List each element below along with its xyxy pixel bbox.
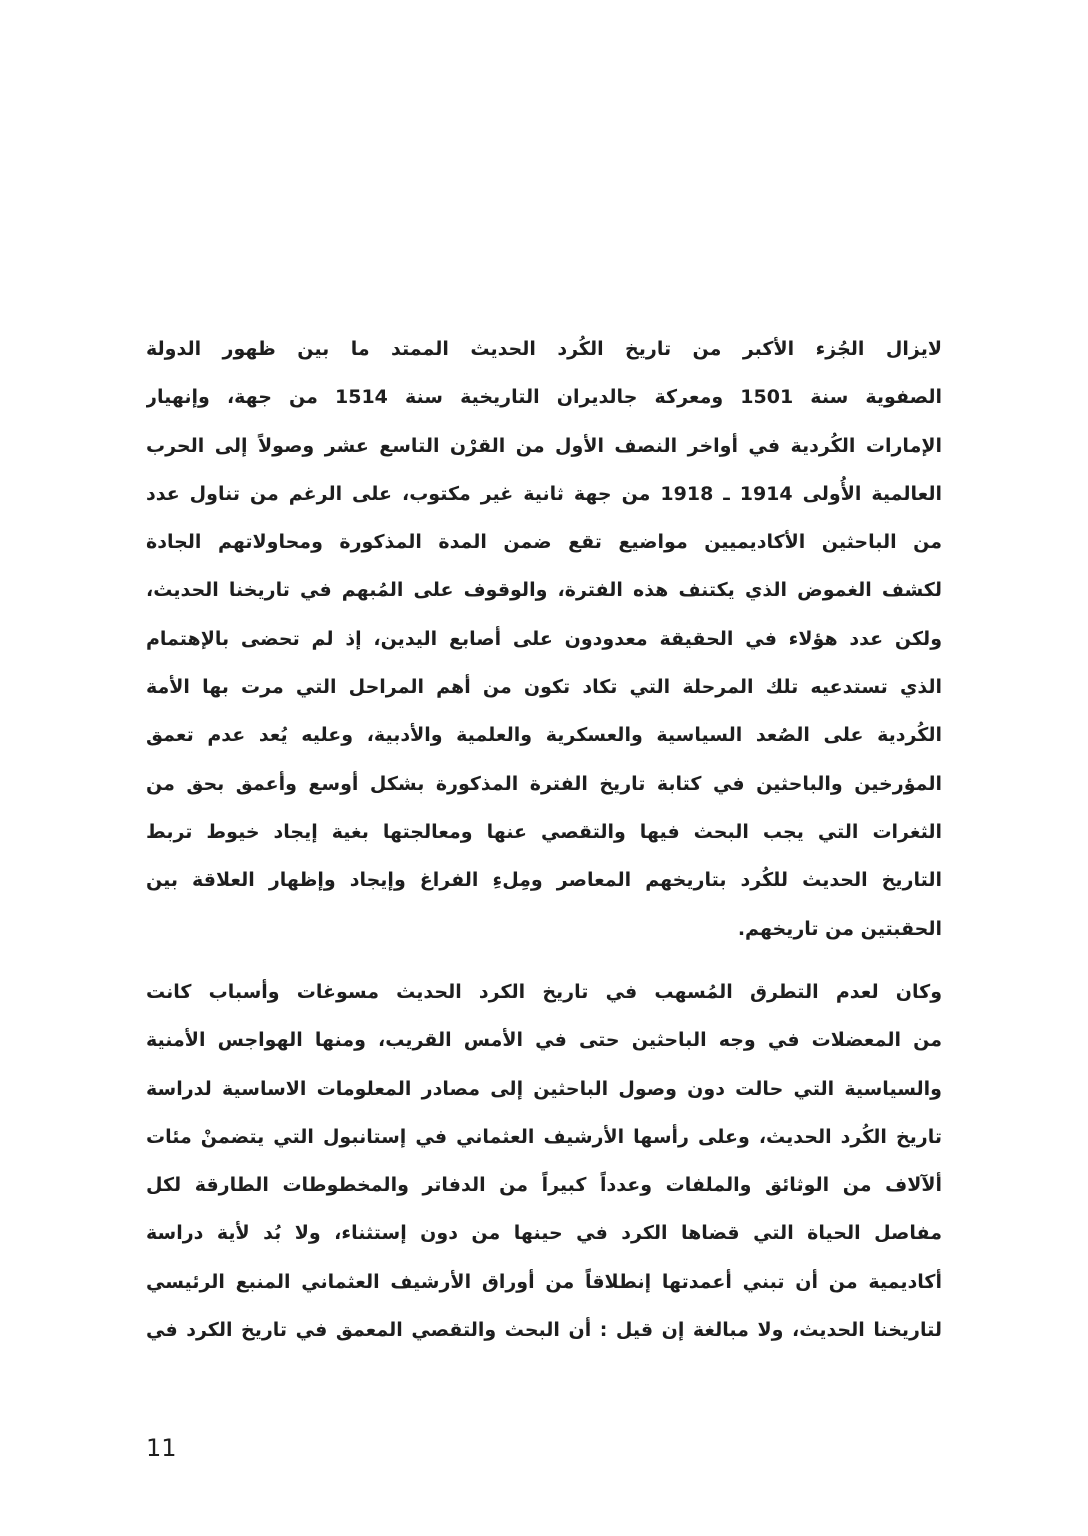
text-line: الإمارات الكُردية في أواخر النصف الأول من القرْن التاسع عشر وصولاً إلى الحرب: [146, 434, 942, 457]
text-line: وكان لعدم التطرق المُسهب في تاريخ الكرد الحديث مسوغات وأسباب كانت: [146, 981, 942, 1003]
text-line: لايزال الجُزء الأكبر من تاريخ الكُرد الحديث الممتد ما بين ظهور الدولة: [146, 338, 942, 360]
text-line: والسياسية التي حالت دون وصول الباحثين إلى مصادر المعلومات الاساسية لدراسة: [146, 1077, 942, 1100]
text-line: الصفوية سنة 1501 ومعركة جالديران التاريخية سنة 1514 من جهة، وإنهيار: [146, 386, 942, 409]
text-line: لكشف الغموض الذي يكتنف هذه الفترة، والوقوف على المُبهم في تاريخنا الحديث،: [146, 579, 942, 602]
text-line: العالمية الأُولى 1914 ـ 1918 من جهة ثانية غير مكتوب، على الرغم من تناول عدد: [146, 482, 942, 505]
text-line: الثغرات التي يجب البحث فيها والتقصي عنها ومعالجتها بغية إيجاد خيوط تربط: [146, 820, 942, 843]
paragraph-2: [146, 968, 942, 1354]
text-line: ألآلاف من الوثائق والملفات وعدداً كبيراً من الدفاتر والمخطوطات الطارقة لكل: [146, 1174, 942, 1197]
paragraph-1: [146, 325, 942, 953]
text-line: المؤرخين والباحثين في كتابة تاريخ الفترة المذكورة بشكل أوسع وأعمق بحق من: [146, 772, 942, 795]
text-line: من المعضلات في وجه الباحثين حتى في الأمس القريب، ومنها الهواجس الأمنية: [146, 1029, 942, 1052]
text-line: مفاصل الحياة التي قضاها الكرد في حينها من دون إستثناء، ولا بُد لأية دراسة: [146, 1222, 942, 1245]
text-line: الكُردية على الصُعد السياسية والعسكرية والعلمية والأدبية، وعليه يُعد عدم تعمق: [146, 724, 942, 747]
text-line: التاريخ الحديث للكُرد بتاريخهم المعاصر ومِلءِ الفراغ وإيجاد وإظهار العلاقة بين: [146, 869, 942, 892]
text-line: الحقبتين من تاريخهم.: [737, 917, 942, 940]
text-line: لتاريخنا الحديث، ولا مبالغة إن قيل : أن البحث والتقصي المعمق في تاريخ الكرد في: [146, 1319, 942, 1342]
text-line: ولكن عدد هؤلاء في الحقيقة معدودون على أصابع اليدين، إذ لم تحضى بالإهتمام: [146, 627, 942, 650]
text-line: تاريخ الكُرد الحديث، وعلى رأسها الأرشيف العثماني في إستانبول التي يتضمنْ مئات: [146, 1125, 942, 1148]
page-number: 11: [146, 1434, 177, 1462]
text-line: من الباحثين الأكاديميين مواضيع تقع ضمن المدة المذكورة ومحاولاتهم الجادة: [146, 531, 942, 554]
text-line: أكاديمية من أن تبني أعمدتها إنطلاقاً من أوراق الأرشيف العثماني المنبع الرئيسي: [146, 1270, 942, 1293]
text-line: الذي تستدعيه تلك المرحلة التي تكاد تكون من أهم المراحل التي مرت بها الأمة: [146, 676, 942, 699]
